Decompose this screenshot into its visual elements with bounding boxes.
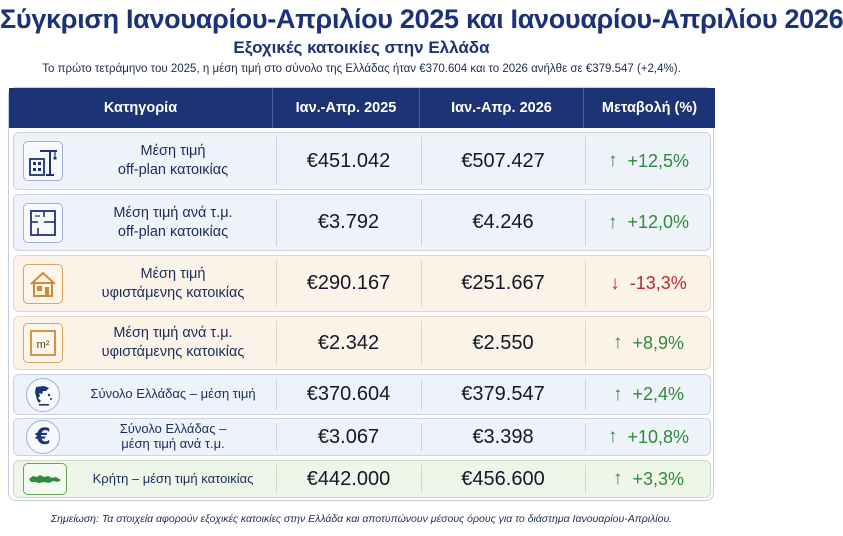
- arrow-down-icon: ↓: [610, 272, 620, 294]
- value-2025: €2.342: [317, 331, 380, 354]
- label-line-1: Μέση τιμή: [140, 143, 206, 160]
- greece-map-icon: [26, 378, 60, 412]
- page-title: Σύγκριση Ιανουαρίου-Απριλίου 2025 και Ιανουαρίου-Απριλίου 2026: [0, 4, 843, 34]
- value-2025: €370.604: [306, 383, 391, 405]
- value-2025: €442.000: [306, 467, 391, 490]
- label-line-2: μέση τιμή ανά τ.μ.: [121, 436, 225, 451]
- change-value: [608, 150, 689, 172]
- change-text: -13,3%: [629, 273, 687, 293]
- label-line-2: off-plan κατοικίας: [117, 223, 229, 240]
- svg-text:m²: m²: [36, 339, 50, 351]
- page-subtitle: Εξοχικές κατοικίες στην Ελλάδα: [233, 38, 490, 57]
- value-2026: €2.550: [472, 331, 534, 354]
- label-line-2: υφιστάμενης κατοικίας: [101, 344, 245, 360]
- change-text: +3,3%: [632, 468, 685, 489]
- euro-icon: €: [26, 420, 60, 454]
- square-meter-icon: [23, 323, 63, 363]
- arrow-up-icon: ↑: [607, 211, 618, 233]
- change-value: [608, 212, 689, 234]
- value-2025: €3.792: [317, 211, 380, 233]
- label-line-1: Σύνολο Ελλάδας – μέση τιμή: [90, 386, 256, 402]
- change-value: [613, 384, 684, 406]
- arrow-up-icon: ↑: [612, 468, 623, 489]
- arrow-up-icon: ↑: [612, 383, 623, 405]
- label-line-1: Μέση τιμή: [140, 265, 206, 282]
- table-row: [13, 316, 711, 370]
- change-text: +10,8%: [627, 426, 690, 447]
- header-change: Μεταβολή (%): [601, 100, 698, 116]
- value-2025: €451.042: [306, 149, 391, 172]
- value-2026: €507.427: [461, 149, 545, 172]
- category-label: [70, 375, 276, 414]
- change-text: +12,0%: [627, 212, 690, 232]
- category-label: [70, 419, 276, 455]
- table-row: [13, 460, 711, 498]
- change-text: +2,4%: [632, 384, 685, 404]
- table-header: [9, 88, 715, 128]
- header-2026: Ιαν.-Απρ. 2026: [420, 88, 584, 128]
- label-line-2: off-plan κατοικίας: [117, 162, 229, 178]
- arrow-up-icon: ↑: [612, 332, 623, 353]
- category-label: [70, 133, 276, 189]
- label-line-2: υφιστάμενης κατοικίας: [101, 284, 245, 301]
- header-2025: Ιαν.-Απρ. 2025: [273, 88, 420, 128]
- value-2026: €3.398: [472, 425, 534, 448]
- value-2026: €4.246: [472, 211, 534, 233]
- category-label: [70, 256, 276, 311]
- table-row: [13, 132, 711, 190]
- comparison-table: [8, 87, 714, 501]
- table-row: [13, 255, 711, 312]
- crane-building-icon: [23, 141, 63, 181]
- table-row: [13, 194, 711, 251]
- change-value: [610, 273, 687, 295]
- category-label: [70, 461, 276, 497]
- footnote: Σημείωση: Τα στοιχεία αφορούν εξοχικές κατοικίες στην Ελλάδα και αποτυπώνουν μέσους όρους για το διάστημα Ιανουαρίου-Απριλίου.: [50, 513, 673, 525]
- category-label: [70, 317, 276, 369]
- change-value: [613, 468, 684, 490]
- change-text: +8,9%: [632, 332, 685, 353]
- floor-plan-icon: [23, 203, 63, 243]
- change-value: [613, 332, 684, 354]
- value-2026: €456.600: [461, 467, 545, 490]
- arrow-up-icon: ↑: [607, 426, 618, 447]
- crete-map-icon: [23, 463, 67, 495]
- label-line-1: Κρήτη – μέση τιμή κατοικίας: [92, 470, 254, 486]
- value-2026: €251.667: [461, 272, 545, 294]
- value-2026: €379.547: [461, 383, 545, 405]
- category-label: [70, 195, 276, 250]
- label-line-1: Μέση τιμή ανά τ.μ.: [113, 204, 233, 221]
- label-line-1: Σύνολο Ελλάδας –: [119, 421, 227, 437]
- change-text: +12,5%: [627, 150, 690, 171]
- arrow-up-icon: ↑: [607, 150, 618, 171]
- table-row: [13, 418, 711, 456]
- value-2025: €3.067: [317, 425, 380, 448]
- change-value: [608, 426, 689, 448]
- table-row: [13, 374, 711, 415]
- label-line-1: Μέση τιμή ανά τ.μ.: [113, 325, 233, 342]
- value-2025: €290.167: [306, 272, 391, 294]
- header-category: Κατηγορία: [9, 88, 273, 128]
- house-icon: [23, 264, 63, 304]
- intro-text: Το πρώτο τετράμηνο του 2025, η μέση τιμή στο σύνολο της Ελλάδας ήταν €370.604 και το 2026 ανήλθε σε €379.547 (+2,4%).: [42, 63, 681, 75]
